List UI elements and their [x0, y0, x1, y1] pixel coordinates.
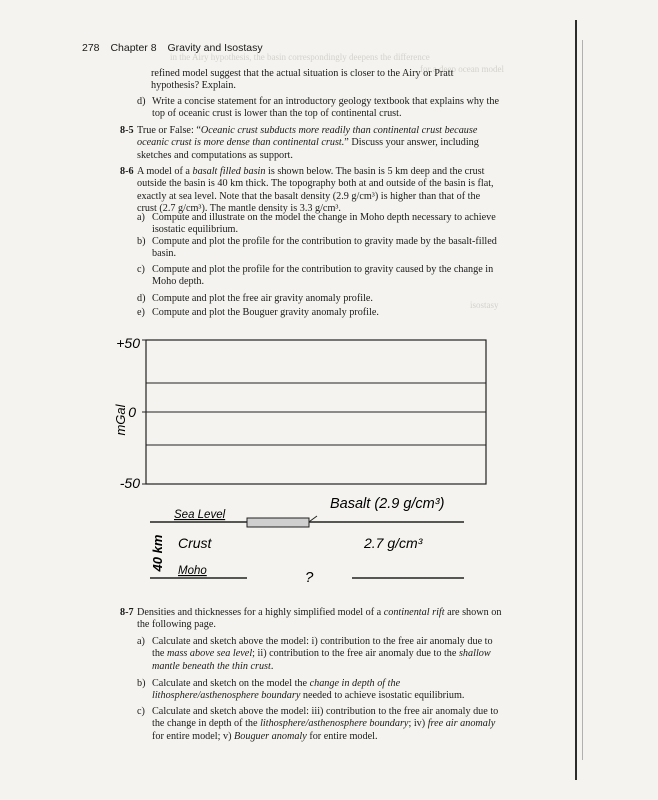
- moho-unknown-mark: ?: [305, 569, 314, 586]
- q87-c-text: Calculate and sketch above the model: iii) contribution to the free air anomaly due to the change in depth of the lithosphere/asthenosphere boundary; iv) free air anomaly for entire model; v) Bouguer anomaly for entire model.: [152, 706, 499, 742]
- q86-text-0: Compute and illustrate on the model the change in Moho depth necessary to achieve isostatic equilibrium.: [152, 212, 496, 236]
- q86-text-4: Compute and plot the Bouguer gravity anomaly profile.: [152, 307, 379, 318]
- chapter-label: Chapter 8: [110, 42, 157, 54]
- q84-d-label: d): [137, 96, 146, 107]
- y-axis-unit: mGal: [113, 404, 128, 436]
- q87-b-label: b): [137, 678, 146, 689]
- q86-label-0: a): [137, 212, 145, 223]
- q87-b-text: Calculate and sketch on the model the change in depth of the lithosphere/asthenosphere boundary needed to achieve isostatic equilibrium.: [152, 678, 465, 702]
- y-tick-top: +50: [116, 338, 140, 351]
- crust-label: Crust: [178, 535, 212, 551]
- chapter-title: Gravity and Isostasy: [167, 42, 263, 54]
- moho-label: Moho: [178, 565, 207, 577]
- problem-8-5-label: 8-5: [120, 125, 134, 136]
- q86-label-4: e): [137, 307, 145, 318]
- q86-text-2: Compute and plot the profile for the contribution to gravity caused by the change in Moho depth.: [152, 264, 494, 288]
- problem-8-5-text: True or False: “Oceanic crust subducts more readily than continental crust because oceanic crust is more dense than continental crust.” Discuss your answer, including sketches and computations as support.: [137, 125, 479, 161]
- q86-text-1: Compute and plot the profile for the contribution to gravity made by the basalt-filled basin.: [152, 236, 497, 260]
- q87-a-text: Calculate and sketch above the model: i) contribution to the free air anomaly due to the mass above sea level; ii) contribution to the free air anomaly due to the shallow mantle beneath the thin crust.: [152, 636, 493, 672]
- page-number: 278: [82, 42, 100, 54]
- continued-question: refined model suggest that the actual situation is closer to the Airy or Pratt hypothesis? Explain.: [151, 68, 454, 92]
- problem-8-7-label: 8-7: [120, 607, 134, 618]
- q87-c-label: c): [137, 706, 145, 717]
- sea-level-label: Sea Level: [174, 509, 226, 521]
- q86-label-3: d): [137, 293, 146, 304]
- q84-d-text: Write a concise statement for an introductory geology textbook that explains why the top of oceanic crust is lower than the top of continental crust.: [152, 96, 499, 120]
- problem-8-5-quote: Oceanic crust subducts more readily than continental crust because oceanic crust is more dense than continental crust.: [137, 125, 478, 149]
- page-edge-line: [575, 20, 577, 780]
- gravity-model-figure: [112, 338, 492, 588]
- page-edge-shadow: [582, 40, 583, 760]
- problem-8-6-label: 8-6: [120, 166, 134, 177]
- problem-8-7-text: Densities and thicknesses for a highly simplified model of a continental rift are shown on the following page.: [137, 607, 502, 631]
- y-tick-bottom: -50: [119, 475, 140, 491]
- q87-a-label: a): [137, 636, 145, 647]
- thickness-label: 40 km: [150, 534, 165, 572]
- basin-model-diagram: [112, 338, 492, 588]
- q86-label-1: b): [137, 236, 146, 247]
- q86-text-3: Compute and plot the free air gravity anomaly profile.: [152, 293, 373, 304]
- q86-label-2: c): [137, 264, 145, 275]
- y-tick-zero: 0: [128, 404, 136, 420]
- basalt-label: Basalt (2.9 g/cm³): [330, 496, 445, 512]
- running-header: [82, 42, 271, 54]
- crust-density-label: 2.7 g/cm³: [364, 535, 423, 551]
- basalt-basin: [247, 518, 309, 527]
- problem-8-6-text: A model of a basalt filled basin is shown below. The basin is 5 km deep and the crust outside the basin is 40 km thick. The topography both at and outside of the basin is flat, exactly at sea level. Note that the basalt density (2.9 g/cm³) is higher than that of the crust (2.7 g/cm³). The mantle density is 3.3 g/cm³.: [137, 166, 494, 215]
